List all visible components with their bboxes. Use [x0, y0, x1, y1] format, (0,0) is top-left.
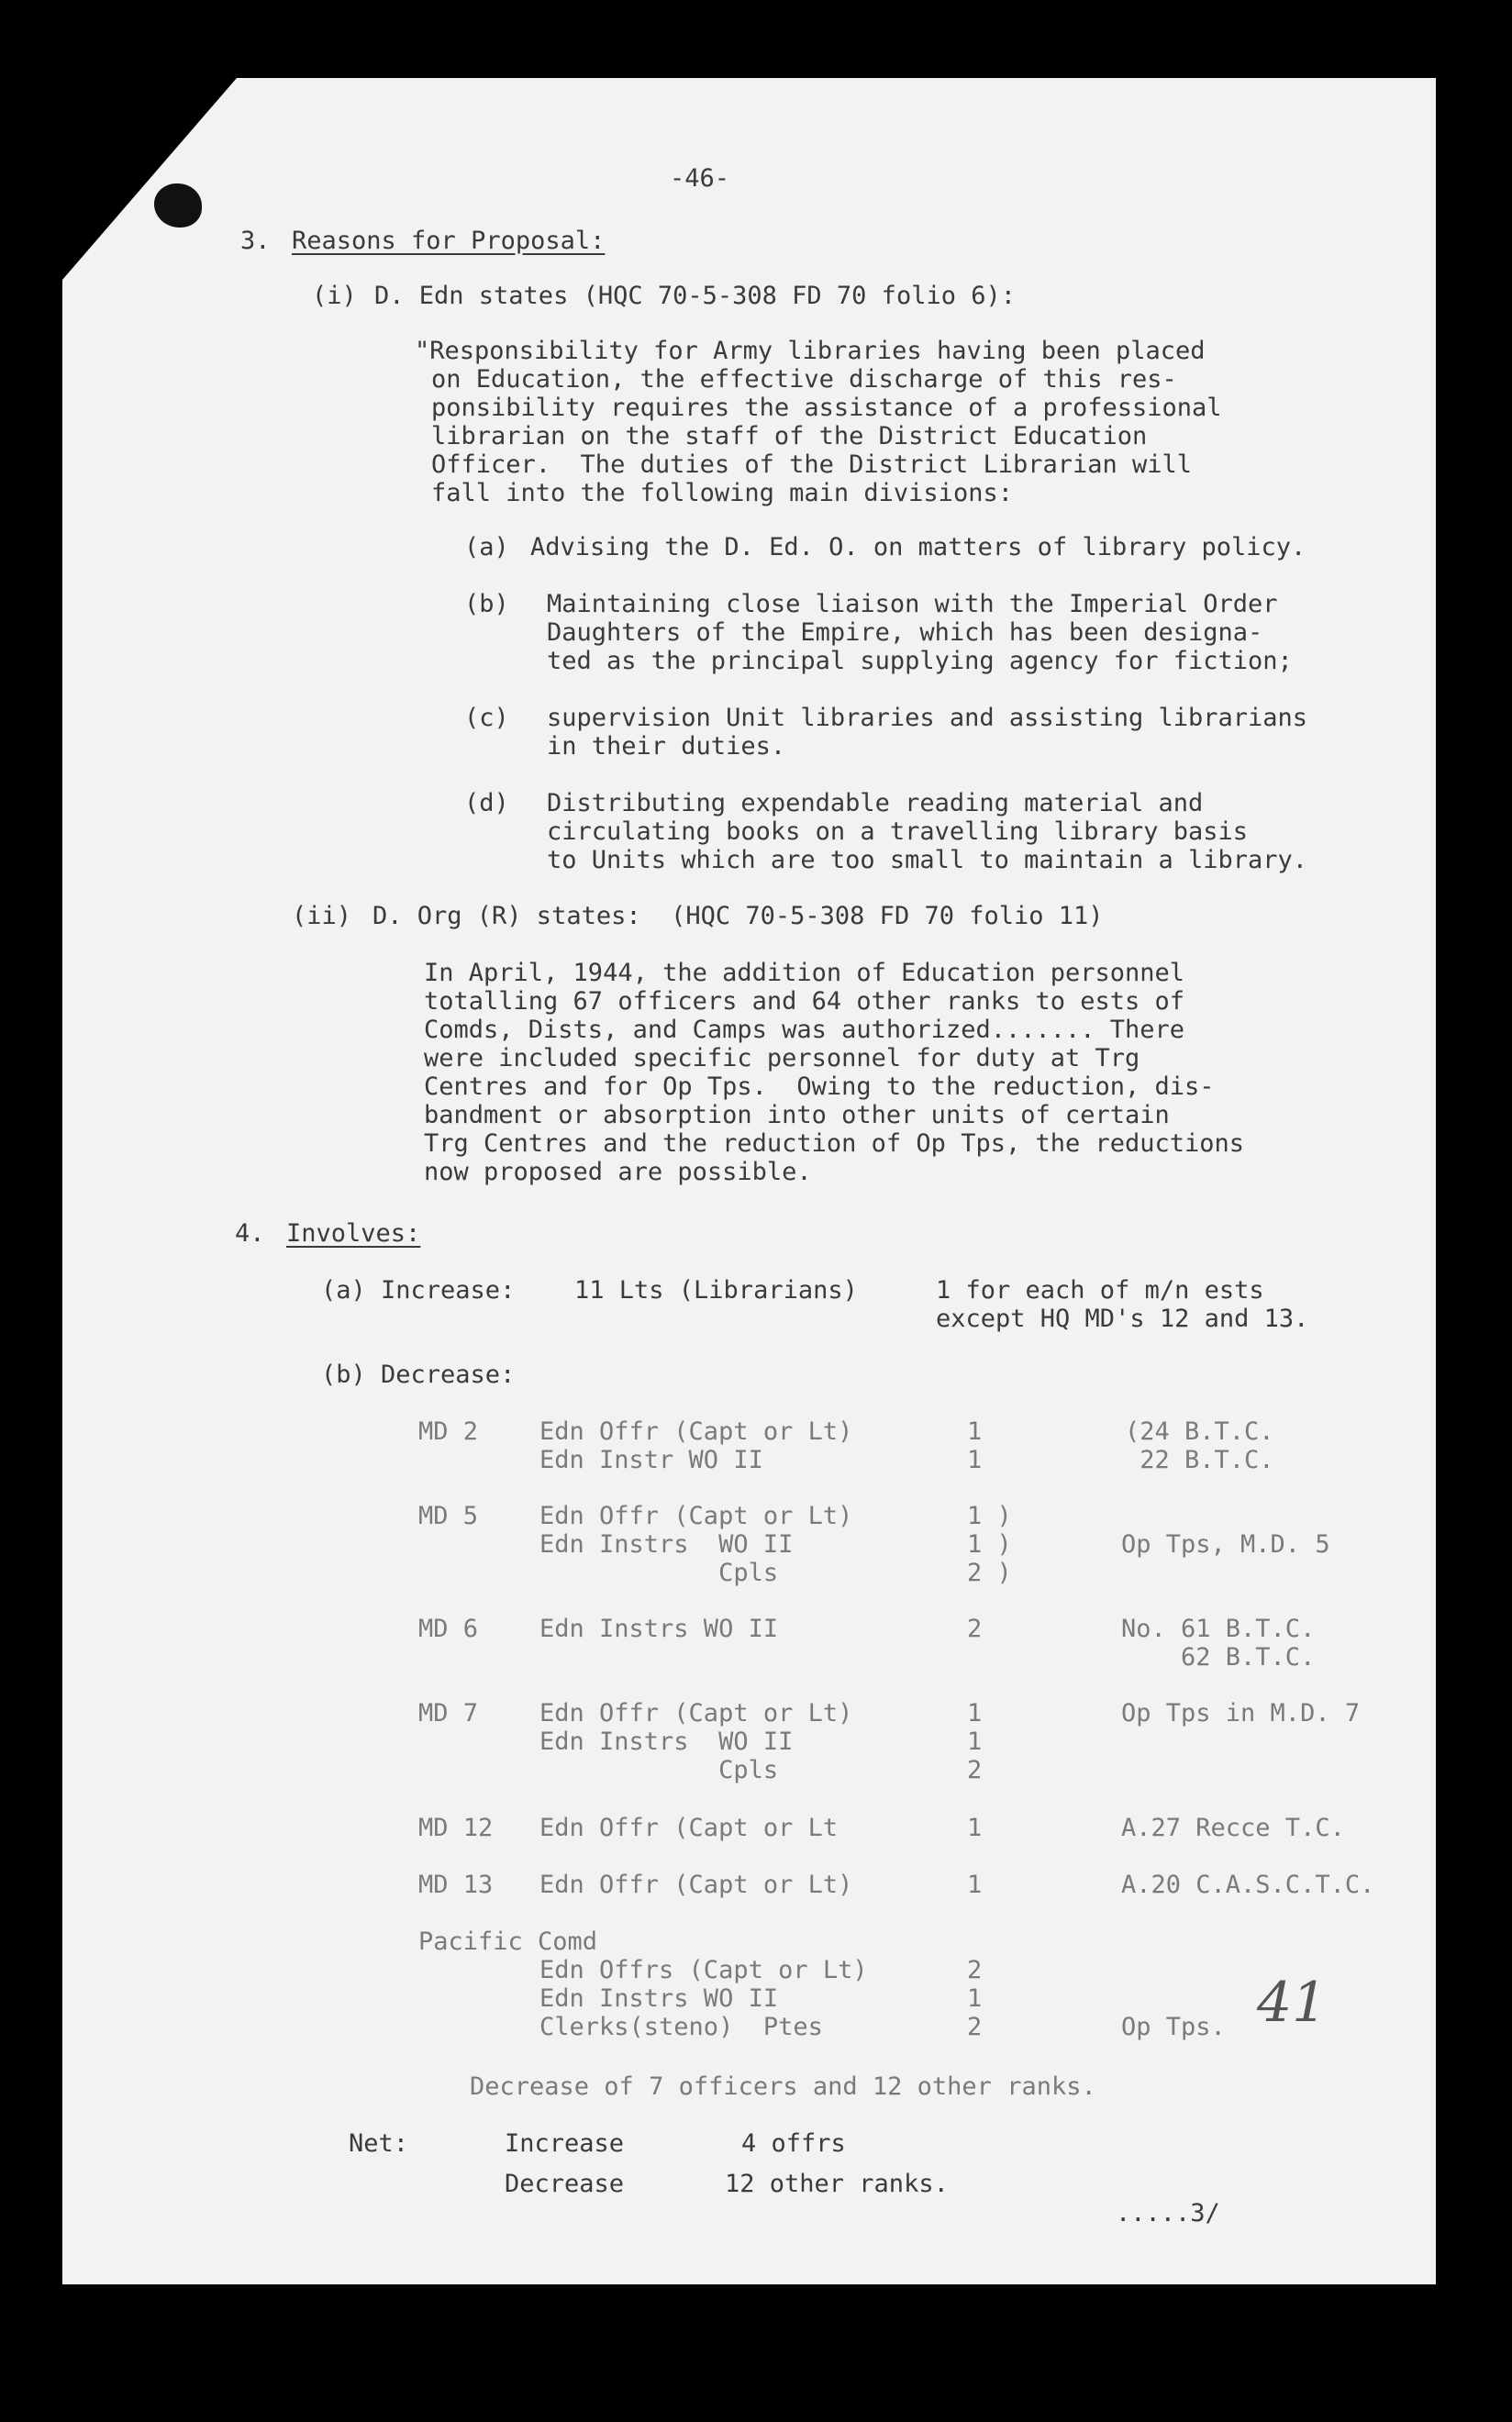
- ink-blot: [154, 183, 202, 228]
- unit-note: A.27 Recce T.C.: [1121, 1814, 1345, 1842]
- position-text: Edn Offr (Capt or Lt: [539, 1814, 839, 1842]
- continuation-marker: .....3/: [1116, 2199, 1220, 2228]
- count-value: 2: [967, 1956, 983, 1984]
- list-item-text: Maintaining close liaison with the Imperial Order: [547, 590, 1278, 618]
- net-label: Net:: [349, 2129, 409, 2158]
- decrease-label: (b) Decrease:: [321, 1361, 516, 1389]
- position-text: Edn Instrs WO II: [539, 1615, 779, 1643]
- unit-note: No. 61 B.T.C.: [1121, 1615, 1316, 1643]
- position-text: Edn Offr (Capt or Lt): [539, 1699, 853, 1728]
- list-item-label: (d): [464, 789, 509, 817]
- increase-note: 1 for each of m/n ests: [936, 1276, 1264, 1305]
- section-4-number: 4.: [235, 1219, 265, 1248]
- position-text: Edn Instr WO II: [539, 1446, 763, 1474]
- list-item-text: to Units which are too small to maintain a library.: [547, 846, 1308, 874]
- count-value: 1: [967, 1984, 983, 2013]
- statement-line: Comds, Dists, and Camps was authorized....... There: [424, 1016, 1185, 1044]
- position-text: Cpls: [539, 1559, 779, 1587]
- statement-line: were included specific personnel for duty at Trg: [424, 1044, 1140, 1072]
- increase-label: (a) Increase:: [321, 1276, 516, 1305]
- unit-note: Op Tps in M.D. 7: [1121, 1699, 1361, 1728]
- net-decrease-label: Decrease: [505, 2170, 625, 2198]
- md-label: MD 5: [418, 1502, 479, 1530]
- quote-line: librarian on the staff of the District Education: [431, 422, 1148, 450]
- position-text: Cpls: [539, 1756, 779, 1784]
- list-item-text: in their duties.: [547, 732, 786, 761]
- count-value: 2: [967, 2013, 983, 2041]
- quote-line: ponsibility requires the assistance of a professional: [431, 394, 1222, 422]
- quote-line: "Responsibility for Army libraries having been placed: [415, 337, 1206, 365]
- position-text: Edn Offr (Capt or Lt): [539, 1417, 853, 1446]
- statement-line: Centres and for Op Tps. Owing to the reduction, dis-: [424, 1072, 1215, 1101]
- list-item-label: (a): [464, 533, 509, 561]
- unit-note: 22 B.T.C.: [1125, 1446, 1274, 1474]
- statement-line: In April, 1944, the addition of Education personnel: [424, 959, 1185, 987]
- md-label: MD 13: [418, 1871, 494, 1899]
- md-label: MD 6: [418, 1615, 479, 1643]
- quote-line: Officer. The duties of the District Librarian will: [431, 450, 1193, 479]
- position-text: Edn Instrs WO II: [539, 1728, 794, 1756]
- count-value: 1: [967, 1446, 983, 1474]
- statement-line: Trg Centres and the reduction of Op Tps, the reductions: [424, 1129, 1245, 1158]
- md-label: MD 12: [418, 1814, 494, 1842]
- md-label: MD 7: [418, 1699, 479, 1728]
- position-text: Edn Instrs WO II: [539, 1530, 794, 1559]
- count-value: 1: [967, 1728, 983, 1756]
- list-item-text: ted as the principal supplying agency for fiction;: [547, 647, 1293, 675]
- section-3-heading: Reasons for Proposal:: [292, 227, 606, 255]
- list-item-label: (b): [464, 590, 509, 618]
- unit-note: 62 B.T.C.: [1121, 1643, 1316, 1672]
- net-increase-label: Increase: [505, 2129, 625, 2158]
- page-number: -46-: [670, 164, 730, 193]
- net-increase-value: 4 offrs: [741, 2129, 846, 2158]
- list-item-text: circulating books on a travelling library basis: [547, 817, 1249, 846]
- list-item-text: supervision Unit libraries and assisting librarians: [547, 704, 1308, 732]
- decrease-total: Decrease of 7 officers and 12 other ranks.: [470, 2072, 1096, 2101]
- quote-line: on Education, the effective discharge of this res-: [431, 365, 1177, 394]
- count-value: 1: [967, 1871, 983, 1899]
- item-i-intro: D. Edn states (HQC 70-5-308 FD 70 folio 6):: [374, 282, 1016, 310]
- statement-line: now proposed are possible.: [424, 1158, 812, 1186]
- item-i-label: (i): [312, 282, 357, 310]
- pacific-label: Pacific Comd: [418, 1928, 598, 1956]
- unit-note: Op Tps.: [1121, 2013, 1226, 2041]
- count-value: 2: [967, 1615, 983, 1643]
- section-4-heading: Involves:: [286, 1219, 421, 1248]
- net-decrease-value: 12 other ranks.: [725, 2170, 949, 2198]
- count-value: 2 ): [967, 1559, 1012, 1587]
- list-item-text: Daughters of the Empire, which has been designa-: [547, 618, 1263, 647]
- count-value: 2: [967, 1756, 983, 1784]
- md-label: MD 2: [418, 1417, 479, 1446]
- increase-text: 11 Lts (Librarians): [574, 1276, 858, 1305]
- list-item-text: Distributing expendable reading material and: [547, 789, 1204, 817]
- list-item-label: (c): [464, 704, 509, 732]
- increase-note: except HQ MD's 12 and 13.: [936, 1305, 1309, 1333]
- statement-line: totalling 67 officers and 64 other ranks to ests of: [424, 987, 1185, 1016]
- unit-note: Op Tps, M.D. 5: [1121, 1530, 1330, 1559]
- count-value: 1 ): [967, 1530, 1012, 1559]
- position-text: Edn Instrs WO II: [539, 1984, 779, 2013]
- count-value: 1 ): [967, 1502, 1012, 1530]
- quote-line: fall into the following main divisions:: [431, 479, 1013, 507]
- position-text: Edn Offrs (Capt or Lt): [539, 1956, 868, 1984]
- item-ii-label: (ii): [292, 902, 352, 930]
- list-item-text: Advising the D. Ed. O. on matters of library policy.: [530, 533, 1306, 561]
- count-value: 1: [967, 1699, 983, 1728]
- unit-note: A.20 C.A.S.C.T.C.: [1121, 1871, 1375, 1899]
- position-text: Clerks(steno) Ptes: [539, 2013, 823, 2041]
- statement-line: bandment or absorption into other units of certain: [424, 1101, 1170, 1129]
- position-text: Edn Offr (Capt or Lt): [539, 1871, 853, 1899]
- handwritten-annotation: 41: [1257, 1971, 1328, 2035]
- section-3-number: 3.: [240, 227, 271, 255]
- count-value: 1: [967, 1417, 983, 1446]
- position-text: Edn Offr (Capt or Lt): [539, 1502, 853, 1530]
- count-value: 1: [967, 1814, 983, 1842]
- item-ii-intro: D. Org (R) states: (HQC 70-5-308 FD 70 folio 11): [372, 902, 1104, 930]
- unit-note: (24 B.T.C.: [1125, 1417, 1274, 1446]
